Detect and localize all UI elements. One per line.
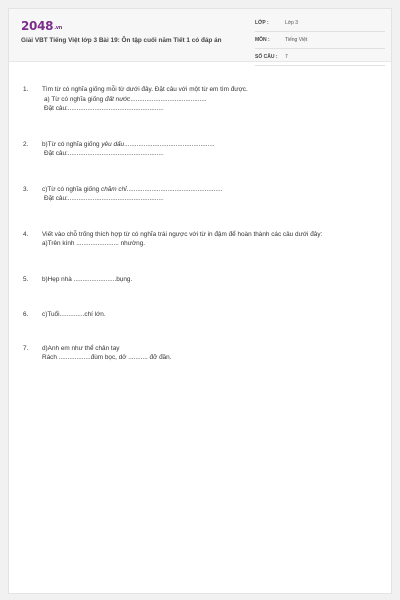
fill-blank-line: a)Trên kính ........................ nhường. xyxy=(42,240,146,247)
answer-blank: ........................................... xyxy=(130,95,207,103)
question-7 xyxy=(23,344,369,363)
question-number: 3. xyxy=(23,185,29,193)
fill-blank-line: c)Tuổi..............chí lớn. xyxy=(42,311,106,318)
logo-domain: .vn xyxy=(54,25,63,31)
question-2 xyxy=(23,140,369,159)
verse-line: d)Anh em như thể chân tay xyxy=(42,344,120,352)
meta-value: Tiếng Việt xyxy=(285,37,308,43)
target-word: chăm chỉ xyxy=(101,185,127,193)
question-number: 4. xyxy=(23,230,29,238)
question-number: 5. xyxy=(23,275,29,283)
worksheet-header xyxy=(9,9,391,62)
meta-label: SỐ CÂU : xyxy=(255,54,278,60)
answer-blank: ...................................................... xyxy=(126,185,223,193)
sub-question xyxy=(42,95,369,105)
question-prompt: Viết vào chỗ trống thích hợp từ có nghĩa trái ngược với từ in đậm để hoàn thành các câu dưới đây: xyxy=(42,230,323,238)
meta-row-subject xyxy=(255,34,385,49)
question-1 xyxy=(23,85,369,114)
meta-label: LỚP : xyxy=(255,20,269,26)
fill-blank-line: Rách ..................đùm bọc, dở ........... đỡ đần. xyxy=(42,354,172,361)
fill-blank-line: b)Hẹp nhà ........................bụng. xyxy=(42,275,133,283)
meta-label: MÔN : xyxy=(255,37,270,43)
sub-question xyxy=(42,140,369,150)
worksheet-page xyxy=(8,8,392,594)
sub-question-text: b)Từ có nghĩa giống xyxy=(42,140,102,148)
question-number: 2. xyxy=(23,140,29,148)
question-prompt: Tìm từ có nghĩa giống mỗi từ dưới đây. Đặt câu với một từ em tìm được. xyxy=(42,86,248,93)
meta-row-class xyxy=(255,17,385,32)
question-number: 1. xyxy=(23,86,29,93)
sentence-blank: Đặt câu:...................................................... xyxy=(44,195,164,202)
site-logo[interactable] xyxy=(21,19,62,33)
meta-value: Lớp 3 xyxy=(285,20,299,26)
question-3 xyxy=(23,185,369,204)
sentence-blank: Đặt câu:...................................................... xyxy=(44,105,164,112)
question-list xyxy=(23,85,369,363)
sub-question xyxy=(42,185,369,195)
question-number: 6. xyxy=(23,311,29,318)
sub-question-text: c)Từ có nghĩa giống xyxy=(42,185,101,193)
answer-blank: ................................................... xyxy=(124,140,215,148)
document-title: Giải VBT Tiếng Việt lớp 3 Bài 19: Ôn tập cuối năm Tiết 1 có đáp án xyxy=(21,37,222,44)
meta-info xyxy=(255,17,385,68)
question-6 xyxy=(23,310,369,320)
sub-question-text: a) Từ có nghĩa giống xyxy=(44,95,106,103)
question-number: 7. xyxy=(23,344,29,352)
question-4 xyxy=(23,230,369,249)
meta-value: 7 xyxy=(285,54,288,60)
target-word: yêu dấu xyxy=(101,140,125,148)
sentence-blank: Đặt câu:...................................................... xyxy=(44,150,164,157)
logo-number: 2048 xyxy=(21,19,54,33)
meta-row-question-count xyxy=(255,51,385,66)
question-5 xyxy=(23,275,369,285)
target-word: đất nước xyxy=(105,95,131,103)
